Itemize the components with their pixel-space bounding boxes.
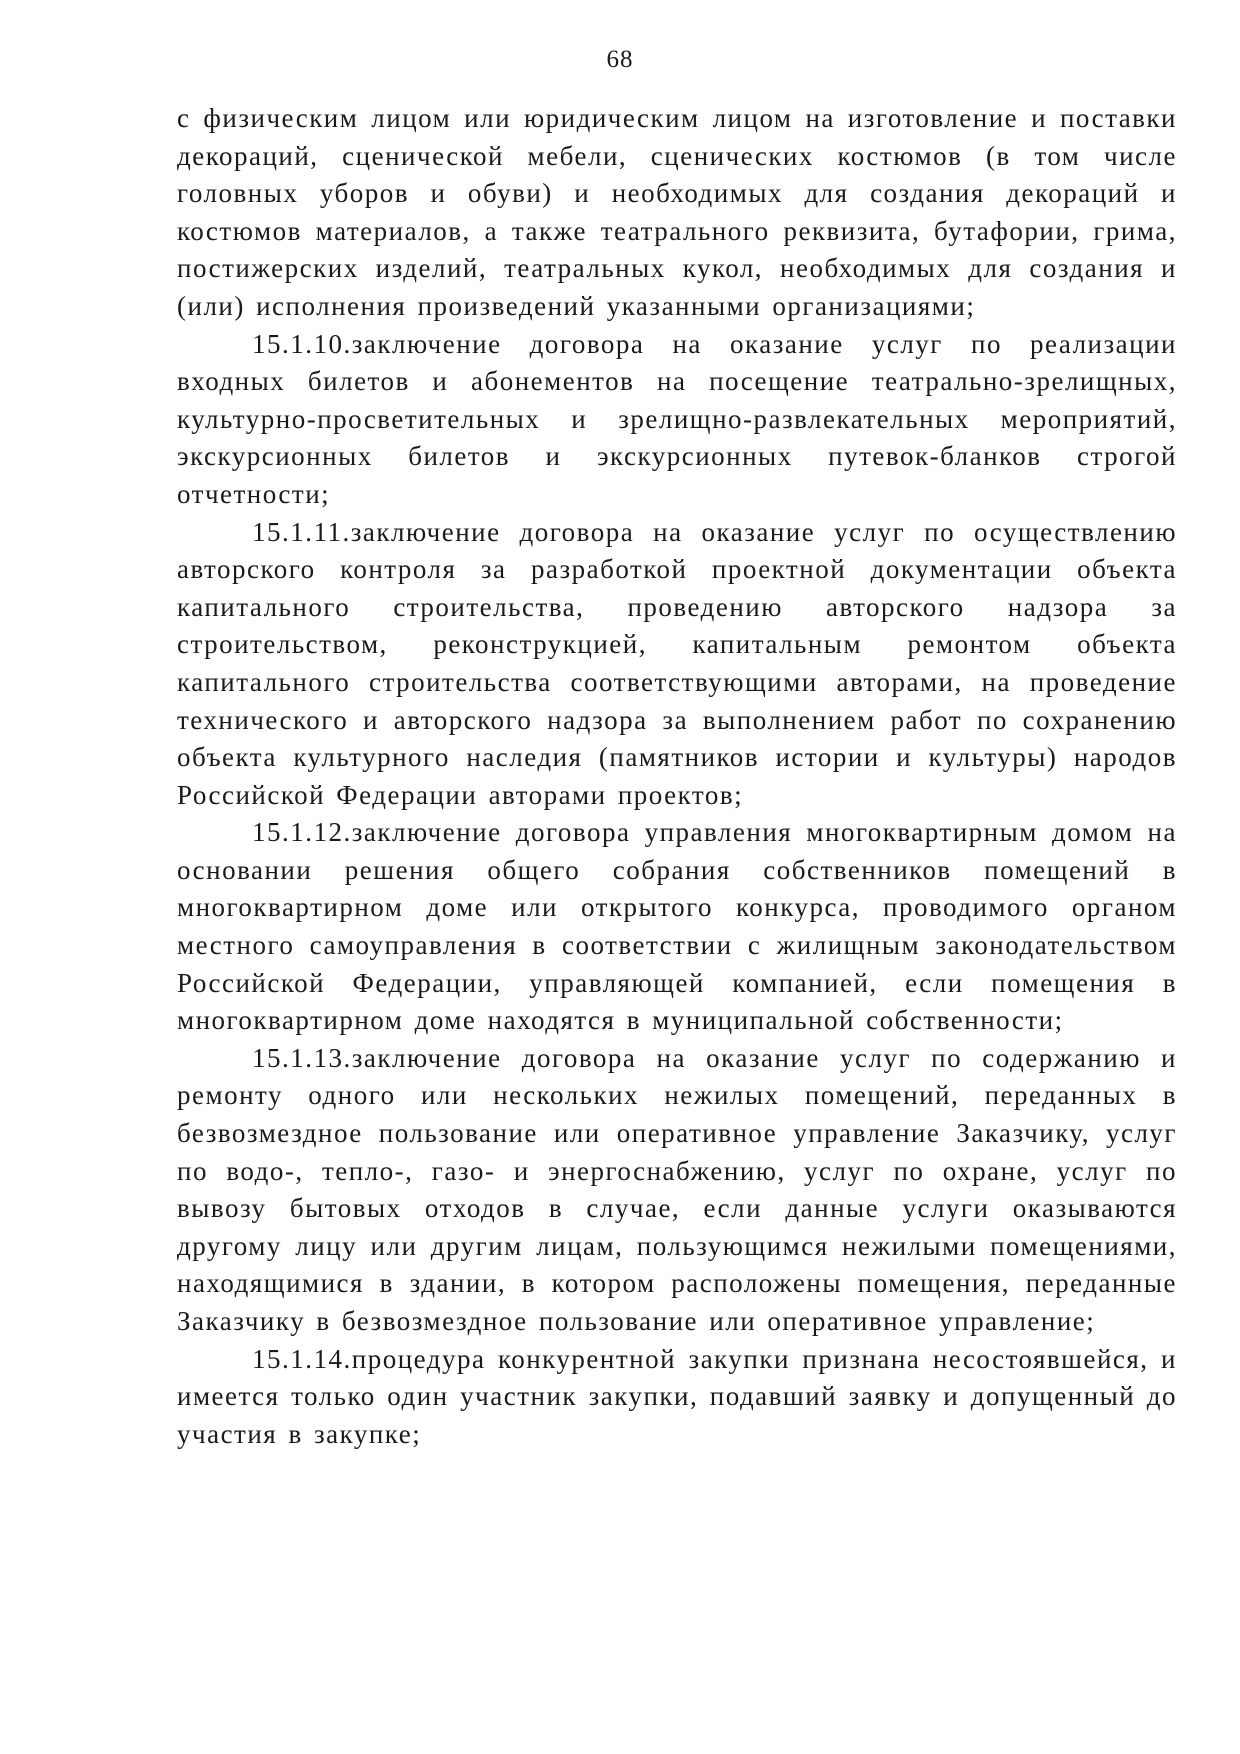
- paragraph-15-1-14: 15.1.14.процедура конкурентной закупки признана несостоявшейся, и имеется только один участник закупки, подавший заявку и допущенный до участия в закупке;: [177, 1343, 1177, 1449]
- page-number: 68: [606, 46, 634, 73]
- paragraph-15-1-10: 15.1.10.заключение договора на оказание услуг по реализации входных билетов и абонементов на посещение театрально-зрелищных, культурно-просветительных и зрелищно-развлекательных мероприятий, экскурсионных билетов и экскурсионных путевок-бланков строгой отчетности;: [177, 328, 1177, 509]
- paragraph-15-1-13: 15.1.13.заключение договора на оказание услуг по содержанию и ремонту одного или нескольких нежилых помещений, переданных в безвозмездное пользование или оперативное управление Заказчику, услуг по водо-, тепло-, газо- и энергоснабжению, услуг по охране, услуг по вывозу бытовых отходов в случае, если данные услуги оказываются другому лицу или другим лицам, пользующимся нежилыми помещениями, находящимися в здании, в котором расположены помещения, переданные Заказчику в безвозмездное пользование или оперативное управление;: [177, 1042, 1177, 1336]
- paragraph-continuation: с физическим лицом или юридическим лицом на изготовление и поставки декораций, сценической мебели, сценических костюмов (в том числе головных уборов и обуви) и необходимых для создания декораций и костюмов материалов, а также театрального реквизита, бутафории, грима, постижерских изделий, театральных кукол, необходимых для создания и (или) исполнения произведений указанными организациями;: [177, 103, 1177, 321]
- paragraph-15-1-11: 15.1.11.заключение договора на оказание услуг по осуществлению авторского контроля за разработкой проектной документации объекта капитального строительства, проведению авторского надзора за строительством, реконструкцией, капитальным ремонтом объекта капитального строительства соответствующими авторами, на проведение технического и авторского надзора за выполнением работ по сохранению объекта культурного наследия (памятников истории и культуры) народов Российской Федерации авторами проектов;: [177, 516, 1177, 810]
- document-body: [177, 100, 1177, 1453]
- paragraph-15-1-12: 15.1.12.заключение договора управления многоквартирным домом на основании решения общего собрания собственников помещений в многоквартирном доме или открытого конкурса, проводимого органом местного самоуправления в соответствии с жилищным законодательством Российской Федерации, управляющей компанией, если помещения в многоквартирном доме находятся в муниципальной собственности;: [177, 817, 1177, 1036]
